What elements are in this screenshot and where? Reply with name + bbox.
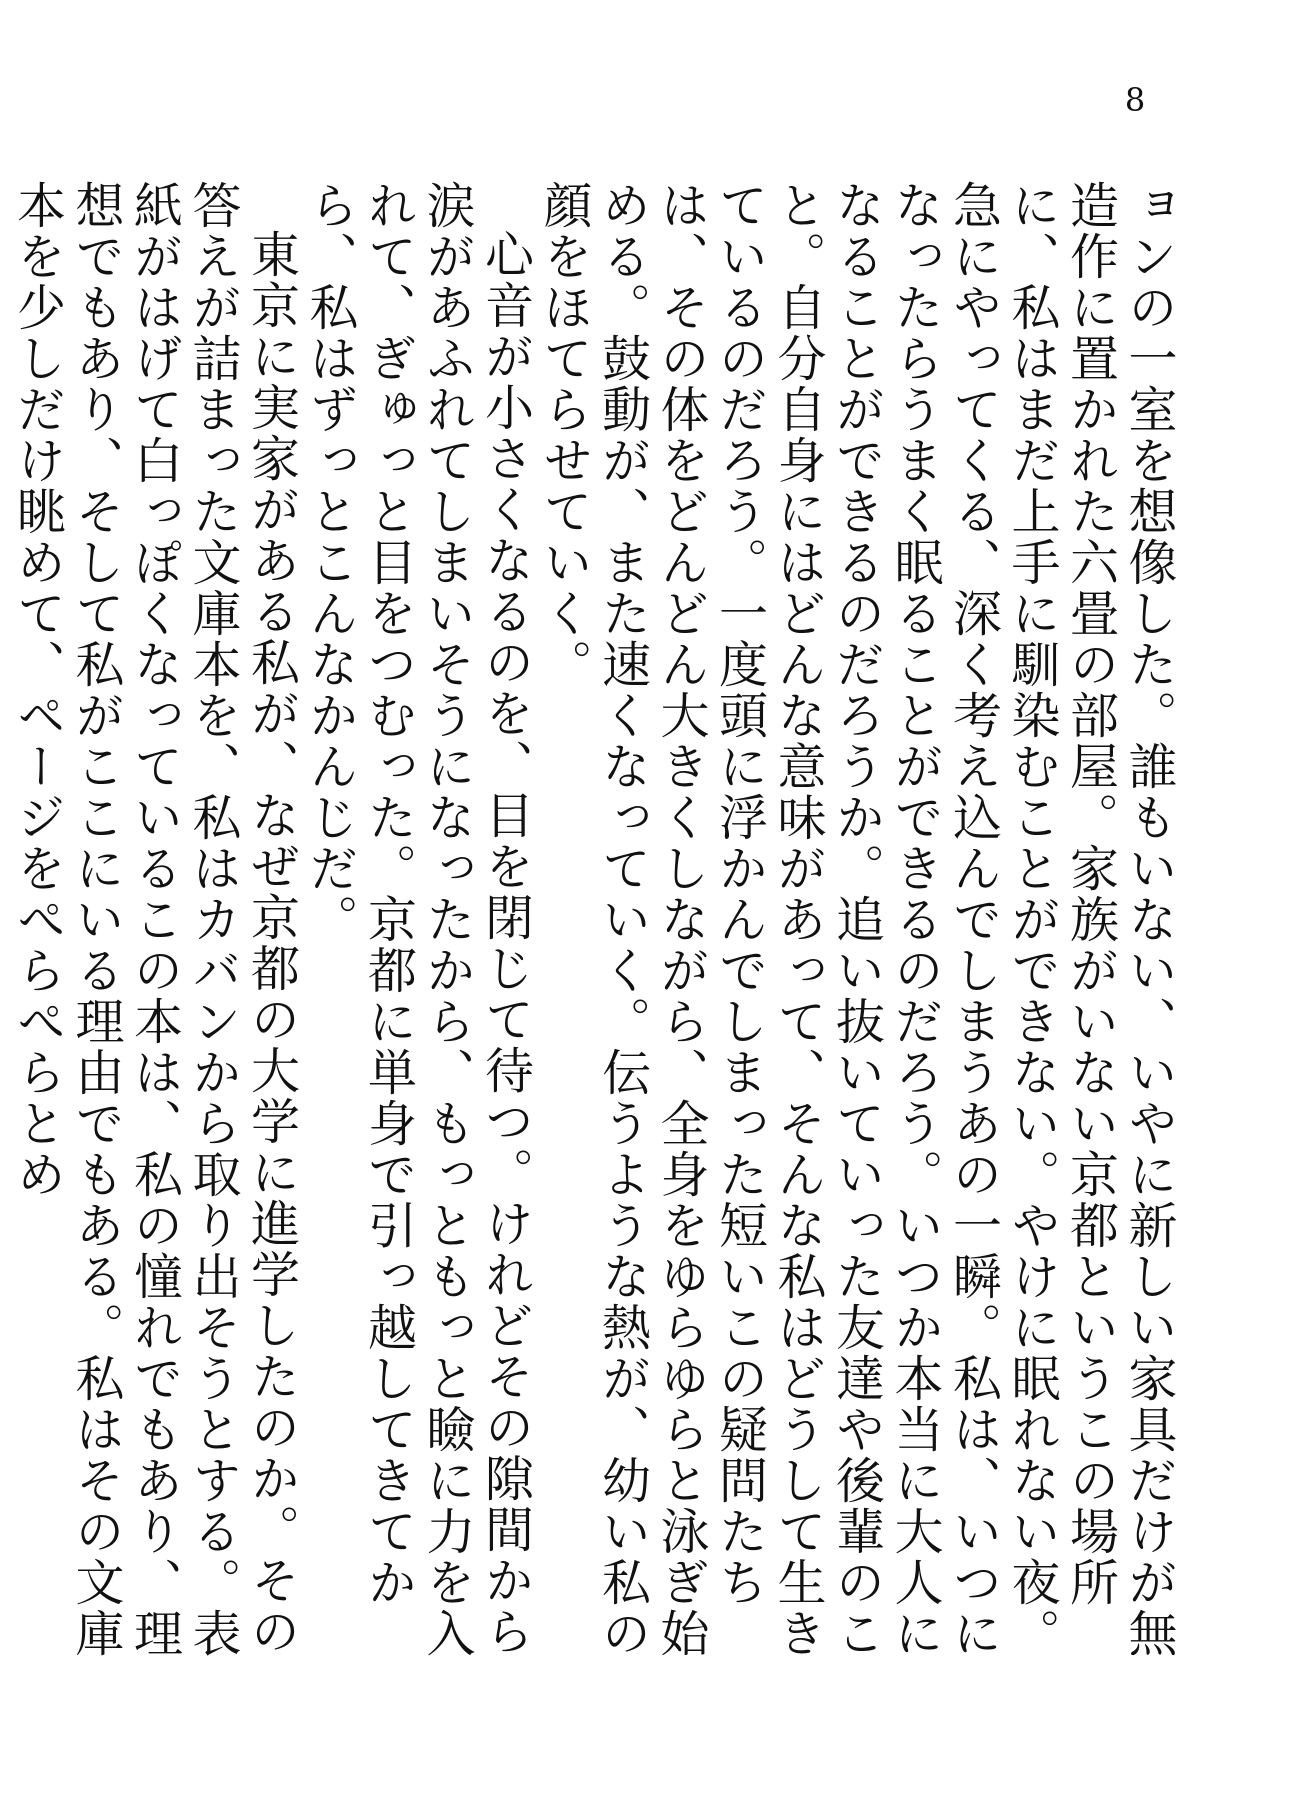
paragraph: 心音が小さくなるのを、目を閉じて待つ。けれどその隙間から涙があふれてしまいそうになったから、もっともっと瞼に力を入れて、ぎゅっと目をつむった。京都に単身で引っ越してきてから、私はずっとこんなかんじだ。 [302, 180, 535, 1659]
page-number: 8 [1124, 81, 1146, 119]
paragraph: 東京に実家がある私が、なぜ京都の大学に進学したのか。その答えが詰まった文庫本を、私はカバンから取り出そうとする。表紙がはげて白っぽくなっているこの本は、私の憧れでもあり、理想でもあり、そして私がここにいる理由でもある。私はその文庫本を少しだけ眺めて、ページをぺらぺらとめ [9, 180, 301, 1659]
paragraph-continued: ョンの一室を想像した。誰もいない、いやに新しい家具だけが無造作に置かれた六畳の部屋。家族がいない京都というこの場所に、私はまだ上手に馴染むことができない。やけに眠れない夜。急にやってくる、深く考え込んでしまうあの一瞬。私は、いつになったらうまく眠ることができるのだろう。いつか本当に大人になることができるのだろうか。追い抜いていった友達や後輩のこと。自分自身にはどんな意味があって、そんな私はどうして生きているのだろう。一度頭に浮かんでしまった短いこの疑問たちは、その体をどんどん大きくしながら、全身をゆらゆらと泳ぎ始める。鼓動が、また速くなっていく。伝うような熱が、幼い私の顔をほてらせていく。 [536, 180, 1178, 1659]
vertical-text-body [9, 180, 1178, 1690]
